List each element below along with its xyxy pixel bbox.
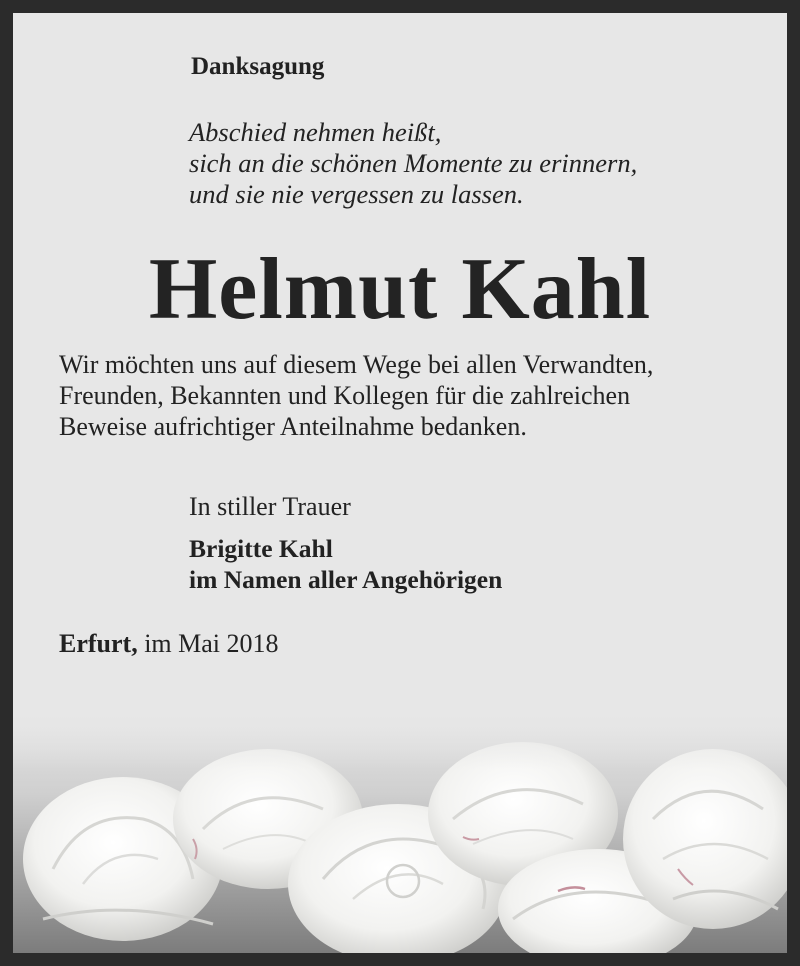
place-date	[59, 629, 279, 659]
date-text: im Mai 2018	[144, 629, 279, 658]
place-name: Erfurt,	[59, 629, 138, 658]
thank-you-text	[59, 349, 653, 442]
body-line: Freunden, Bekannten und Kollegen für die zahlreichen	[59, 381, 631, 410]
signers-block	[189, 533, 502, 595]
white-roses-image	[13, 709, 787, 953]
signer-subline: im Namen aller Angehörigen	[189, 565, 503, 594]
quote-line: Abschied nehmen heißt,	[189, 117, 442, 147]
quote-line: sich an die schönen Momente zu erinnern,	[189, 148, 638, 178]
signer-name: Brigitte Kahl	[189, 534, 333, 563]
notice-heading: Danksagung	[191, 53, 325, 80]
body-line: Beweise aufrichtiger Anteilnahme bedanken.	[59, 412, 527, 441]
deceased-name: Helmut Kahl	[148, 241, 652, 338]
quote-line: und sie nie vergessen zu lassen.	[189, 179, 524, 209]
memorial-quote	[189, 117, 637, 210]
mourning-phrase: In stiller Trauer	[189, 492, 351, 521]
body-line: Wir möchten uns auf diesem Wege bei allen Verwandten,	[59, 350, 654, 379]
